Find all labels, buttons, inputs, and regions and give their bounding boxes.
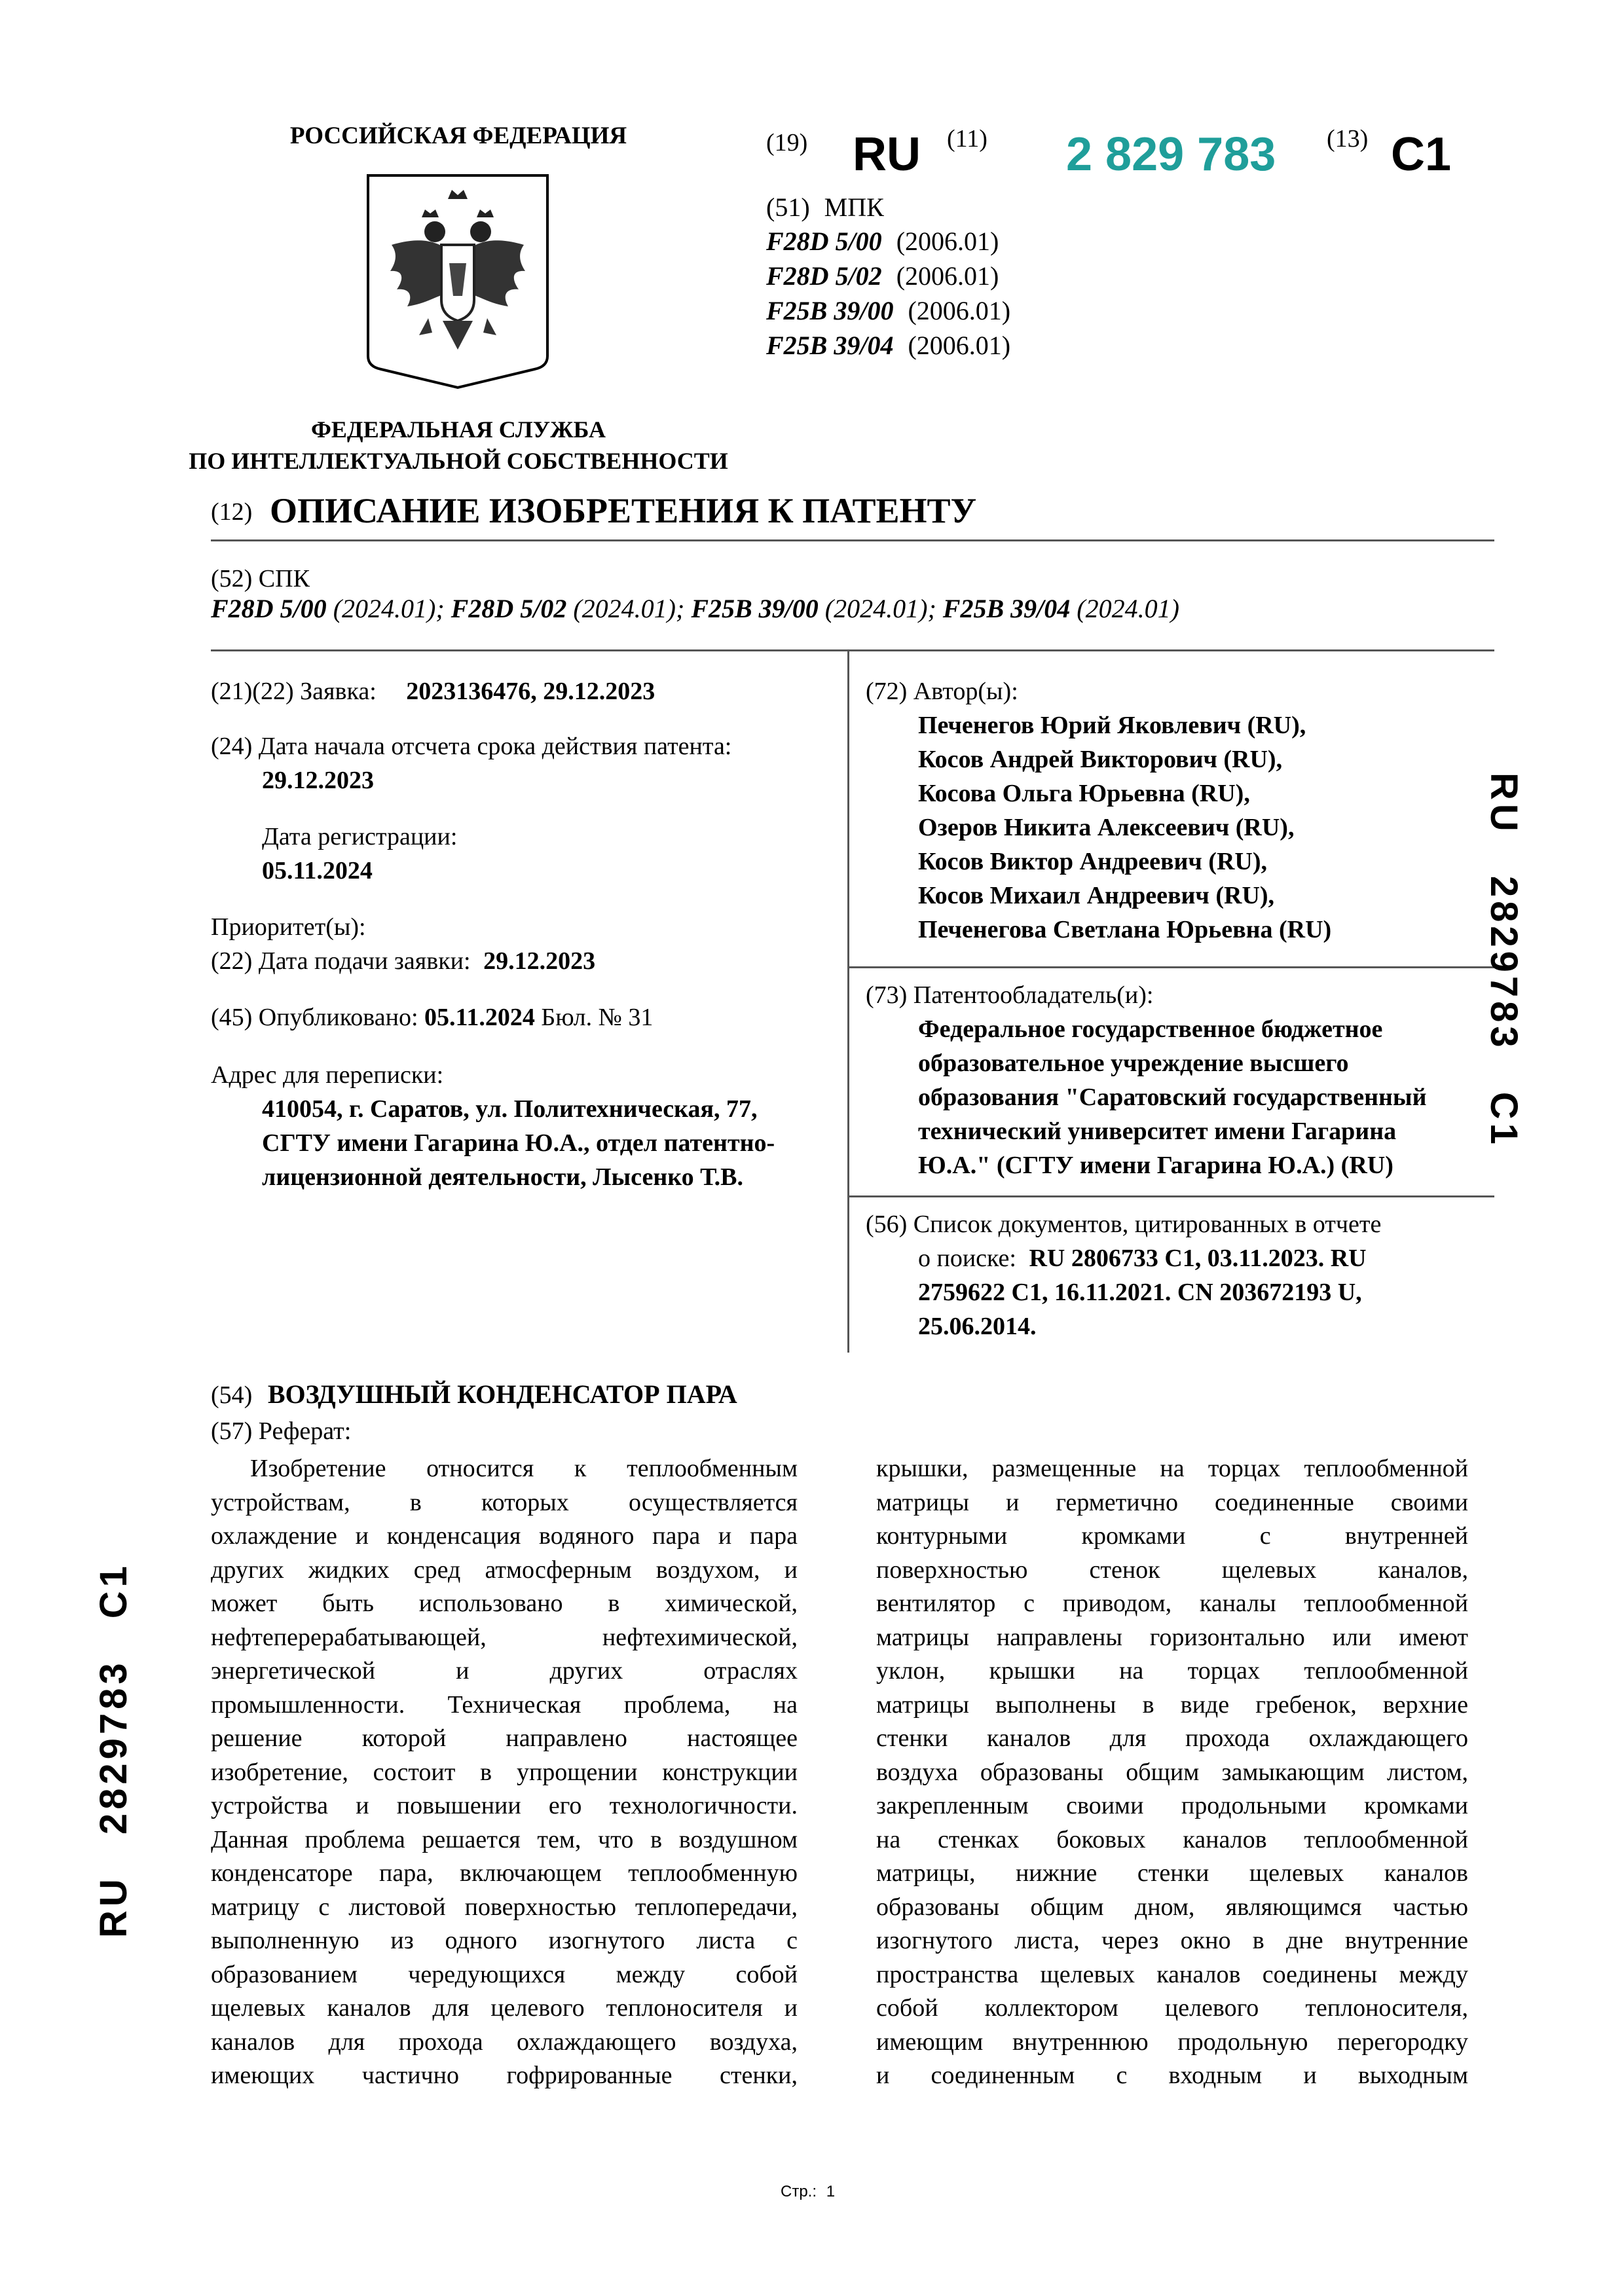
published-label: (45) Опубликовано: (211, 1004, 418, 1031)
application-value: 2023136476, 29.12.2023 (406, 678, 655, 705)
code-11: (11) (947, 125, 987, 153)
registration-value: 05.11.2024 (262, 857, 373, 884)
abstract-line: воздуха образованы общим замыкающим листом, (876, 1758, 1468, 1786)
authors-label: (72) Автор(ы): (866, 678, 1018, 705)
abstract-line: собой коллектором целевого теплоносителя, (876, 1994, 1468, 2022)
spk-classes: F28D 5/00 (2024.01); F28D 5/02 (2024.01); F25B 39/00 (2024.01); F25B 39/04 (2024.01) (211, 594, 1179, 623)
term-label: (24) Дата начала отсчета срока действия патента: (211, 733, 732, 760)
abstract-line: охлаждение и конденсация водяного пара и пара (211, 1522, 798, 1550)
term-value: 29.12.2023 (262, 767, 374, 794)
state-emblem-icon (364, 172, 551, 392)
abstract-line: решение которой направлено настоящее (211, 1724, 798, 1752)
mpk-item: F25B 39/00 (2006.01) (766, 296, 1011, 325)
address-line: лицензионной деятельности, Лысенко Т.В. (262, 1163, 743, 1191)
holder-line: Федеральное государственное бюджетное (918, 1015, 1383, 1043)
abstract-line: промышленности. Техническая проблема, на (211, 1690, 798, 1719)
abstract-line: изобретение, состоит в упрощении конструкции (211, 1758, 798, 1786)
page-label: Стр.: (781, 2183, 817, 2200)
abstract-line: стенки каналов для прохода охлаждающего (876, 1724, 1468, 1752)
abstract-line: конденсаторе пара, включающем теплообменную (211, 1859, 798, 1887)
doc-type-title: ОПИСАНИЕ ИЗОБРЕТЕНИЯ К ПАТЕНТУ (270, 491, 977, 530)
mpk-item: F25B 39/04 (2006.01) (766, 331, 1011, 360)
citations-first-row (918, 1241, 1367, 1275)
agency-name-line2: ПО ИНТЕЛЛЕКТУАЛЬНОЙ СОБСТВЕННОСТИ (189, 448, 728, 474)
abstract-line: имеющих частично гофрированные стенки, (211, 2062, 798, 2089)
spk-label: (52) СПК (211, 565, 310, 592)
holder-line: образования "Саратовский государственный (918, 1084, 1427, 1111)
citation-line: 25.06.2014. (918, 1313, 1037, 1340)
abstract-line: уклон, крышки на торцах теплообменной (876, 1657, 1468, 1685)
abstract-line: энергетической и других отраслях (211, 1657, 798, 1685)
divider (847, 1195, 1494, 1197)
abstract-line: имеющим внутреннюю продольную перегородку (876, 2028, 1468, 2056)
divider (847, 966, 1494, 968)
doc-type-code: (12) (211, 498, 253, 526)
abstract-left-column (211, 1452, 798, 2093)
abstract-line: других жидких сред атмосферным воздухом, и (211, 1556, 798, 1584)
abstract-line: на стенках боковых каналов теплообменной (876, 1825, 1468, 1853)
address-label: Адрес для переписки: (211, 1061, 444, 1089)
abstract-line: образованы общим дном, являющимся частью (876, 1893, 1468, 1921)
agency-name-line1: ФЕДЕРАЛЬНАЯ СЛУЖБА (311, 416, 606, 443)
published-row (211, 1000, 653, 1034)
invention-title: ВОЗДУШНЫЙ КОНДЕНСАТОР ПАРА (267, 1379, 737, 1409)
registration-label: Дата регистрации: (262, 823, 458, 850)
address-line: 410054, г. Саратов, ул. Политехническая, 77, (262, 1095, 758, 1123)
holder-line: образовательное учреждение высшего (918, 1049, 1349, 1077)
mpk-list (766, 224, 1010, 363)
author-item: Косов Виктор Андреевич (RU), (918, 848, 1268, 875)
author-item: Косова Ольга Юрьевна (RU), (918, 780, 1250, 807)
author-item: Озеров Никита Алексеевич (RU), (918, 814, 1295, 841)
code-19: (19) (766, 129, 808, 156)
abstract-line: матрицы направлены горизонтально или имеют (876, 1623, 1468, 1651)
published-value: 05.11.2024 (424, 1004, 535, 1031)
citations-label: (56) Список документов, цитированных в отчете (866, 1211, 1382, 1238)
divider (211, 649, 1494, 651)
country-code: RU (853, 128, 921, 181)
abstract-line: матрицы и герметично соединенные своими (876, 1488, 1468, 1516)
author-item: Печенегова Светлана Юрьевна (RU) (918, 916, 1332, 943)
abstract-line: вентилятор с приводом, каналы теплообменной (876, 1590, 1468, 1617)
holder-block (918, 1012, 1426, 1182)
abstract-line: и соединенным с входным и выходным (876, 2062, 1468, 2089)
kind-code: C1 (1391, 128, 1452, 181)
abstract-line: крышки, размещенные на торцах теплообменной (876, 1455, 1468, 1482)
abstract-label: (57) Реферат: (211, 1417, 352, 1445)
abstract-line: может быть использовано в химической, (211, 1590, 798, 1617)
patent-number: 2 829 783 (1066, 128, 1276, 181)
author-item: Печенегов Юрий Яковлевич (RU), (918, 712, 1306, 739)
invention-title-row (211, 1377, 737, 1412)
abstract-line: пространства щелевых каналов соединены между (876, 1960, 1468, 1988)
abstract-line: нефтеперерабатывающей, нефтехимической, (211, 1623, 798, 1651)
holder-line: Ю.А." (СГТУ имени Гагарина Ю.А.) (RU) (918, 1152, 1393, 1179)
citations-block (918, 1275, 1362, 1343)
side-patent-number-right: RU 2829783 C1 (1483, 773, 1525, 1148)
abstract-line: образованием чередующихся между собой (211, 1960, 798, 1988)
citation-line: 2759622 C1, 16.11.2021. CN 203672193 U, (918, 1279, 1362, 1306)
abstract-line: матрицы, нижние стенки щелевых каналов (876, 1859, 1468, 1887)
abstract-line: матрицу с листовой поверхностью теплопередачи, (211, 1893, 798, 1921)
mpk-item: F28D 5/02 (2006.01) (766, 261, 999, 291)
abstract-line: Изобретение относится к теплообменным (250, 1455, 798, 1482)
application-label: (21)(22) Заявка: (211, 678, 377, 705)
authors-list (918, 708, 1331, 947)
country-name: РОССИЙСКАЯ ФЕДЕРАЦИЯ (289, 122, 627, 149)
abstract-line: устройствам, в которых осуществляется (211, 1488, 798, 1516)
page-number: 1 (826, 2183, 836, 2200)
abstract-line: контурными кромками с внутренней (876, 1522, 1468, 1550)
mpk-item: F28D 5/00 (2006.01) (766, 227, 999, 256)
holder-line: технический университет имени Гагарина (918, 1118, 1397, 1145)
column-divider (847, 651, 849, 1353)
abstract-line: поверхностью стенок щелевых каналов, (876, 1556, 1468, 1584)
abstract-right-column (876, 1452, 1468, 2093)
bulletin-number: Бюл. № 31 (541, 1004, 654, 1031)
abstract-line: Данная проблема решается тем, что в воздушном (211, 1825, 798, 1853)
holder-label: (73) Патентообладатель(и): (866, 981, 1154, 1009)
application-row (211, 674, 655, 708)
abstract-line: каналов для прохода охлаждающего воздуха, (211, 2028, 798, 2056)
divider (211, 539, 1494, 541)
code-13: (13) (1327, 125, 1369, 153)
abstract-line: изогнутого листа, через окно в дне внутренние (876, 1927, 1468, 1954)
mpk-label: МПК (824, 192, 884, 222)
priority-label: Приоритет(ы): (211, 913, 366, 941)
abstract-line: щелевых каналов для целевого теплоносителя и (211, 1994, 798, 2022)
filing-value: 29.12.2023 (483, 947, 596, 975)
address-block (262, 1092, 775, 1194)
abstract-line: выполненную из одного изогнутого листа с (211, 1927, 798, 1954)
address-line: СГТУ имени Гагарина Ю.А., отдел патентно- (262, 1129, 775, 1157)
filing-row (211, 944, 595, 978)
citation-text: RU 2806733 C1, 03.11.2023. RU (1029, 1245, 1367, 1272)
side-patent-number-left: RU 2829783 C1 (92, 1562, 135, 1938)
abstract-line: закрепленным своими продольными кромками (876, 1792, 1468, 1819)
filing-label: (22) Дата подачи заявки: (211, 947, 471, 975)
mpk-code: (51) (766, 192, 810, 222)
abstract-line: матрицы выполнены в виде гребенок, верхние (876, 1690, 1468, 1719)
title-code: (54) (211, 1381, 253, 1409)
citations-prefix: о поиске: (918, 1245, 1016, 1272)
author-item: Косов Андрей Викторович (RU), (918, 746, 1283, 773)
abstract-line: устройства и повышении его технологичности. (211, 1792, 798, 1819)
author-item: Косов Михаил Андреевич (RU), (918, 882, 1275, 909)
page-footer (781, 2183, 835, 2201)
mpk-label-row (766, 190, 884, 225)
